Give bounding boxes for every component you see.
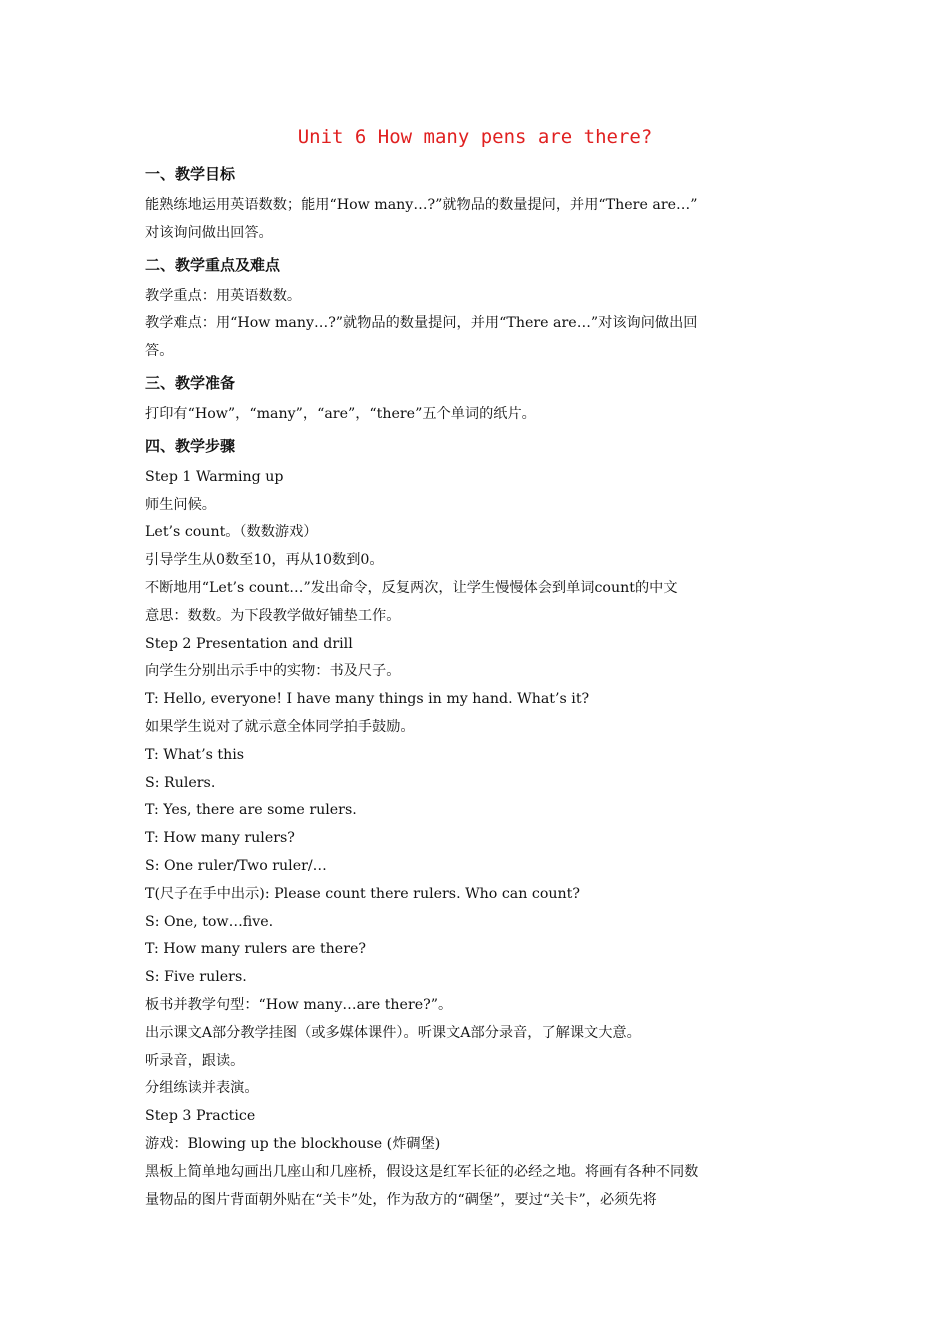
page-title: Unit 6 How many pens are there? xyxy=(297,126,653,148)
paragraph-line: 对该询问做出回答。 xyxy=(145,224,273,241)
step-heading: Step 2 Presentation and drill xyxy=(145,635,353,652)
dialogue-line: S: Rulers. xyxy=(145,774,216,791)
paragraph-line: 教学重点：用英语数数。 xyxy=(145,287,302,304)
section-heading-steps: 四、教学步骤 xyxy=(145,436,236,455)
section-heading-objectives: 一、教学目标 xyxy=(145,165,236,183)
step-heading: Step 1 Warming up xyxy=(145,468,284,485)
dialogue-line: T: How many rulers are there? xyxy=(145,941,366,958)
paragraph-line: 分组练读并表演。 xyxy=(145,1080,259,1097)
paragraph-line: 量物品的图片背面朝外贴在“关卡”处，作为敌方的“碉堡”，要过“关卡”，必须先将 xyxy=(145,1191,657,1208)
paragraph-line: 不断地用“Let’s count…”发出命令，反复两次，让学生慢慢体会到单词count的中文 xyxy=(145,579,678,596)
paragraph-line: 答。 xyxy=(145,343,174,360)
paragraph-line: 如果学生说对了就示意全体同学拍手鼓励。 xyxy=(145,718,415,735)
paragraph-line: 出示课文A部分教学挂图（或多媒体课件）。听课文A部分录音，了解课文大意。 xyxy=(145,1024,641,1041)
document-body xyxy=(145,160,805,1214)
dialogue-line: T: Hello, everyone! I have many things in my hand. What’s it? xyxy=(145,691,590,708)
dialogue-line: T(尺子在手中出示): Please count there rulers. Who can count? xyxy=(145,885,580,902)
paragraph-line: 黑板上简单地勾画出几座山和几座桥，假设这是红军长征的必经之地。将画有各种不同数 xyxy=(145,1163,699,1180)
paragraph-line: 能熟练地运用英语数数；能用“How many…?”就物品的数量提问，并用“There are…” xyxy=(145,197,698,213)
paragraph-line: 引导学生从0数至10，再从10数到0。 xyxy=(145,552,384,569)
paragraph-line: 向学生分别出示手中的实物：书及尺子。 xyxy=(145,663,401,680)
paragraph-line: 板书并教学句型：“How many…are there?”。 xyxy=(145,996,453,1013)
paragraph-line: 教学难点：用“How many…?”就物品的数量提问，并用“There are…”对该询问做出回 xyxy=(145,315,698,332)
dialogue-line: T: What’s this xyxy=(145,746,245,763)
paragraph-line: 师生问候。 xyxy=(145,496,216,513)
paragraph-line: 打印有“How”，“many”，“are”，“there”五个单词的纸片。 xyxy=(145,405,536,422)
dialogue-line: S: One, tow…five. xyxy=(145,913,274,930)
dialogue-line: T: How many rulers? xyxy=(145,830,295,847)
paragraph-line: 听录音，跟读。 xyxy=(145,1052,245,1069)
dialogue-line: T: Yes, there are some rulers. xyxy=(145,802,357,819)
step-heading: Step 3 Practice xyxy=(145,1108,256,1125)
dialogue-line: S: One ruler/Two ruler/… xyxy=(145,857,327,874)
paragraph-line: Let’s count。（数数游戏） xyxy=(145,524,318,541)
dialogue-line: S: Five rulers. xyxy=(145,969,247,986)
paragraph-line: 游戏：Blowing up the blockhouse (炸碉堡) xyxy=(145,1135,441,1152)
section-heading-key-points: 二、教学重点及难点 xyxy=(145,255,281,274)
paragraph-line: 意思：数数。为下段教学做好铺垫工作。 xyxy=(145,607,401,624)
section-heading-preparation: 三、教学准备 xyxy=(145,373,236,392)
